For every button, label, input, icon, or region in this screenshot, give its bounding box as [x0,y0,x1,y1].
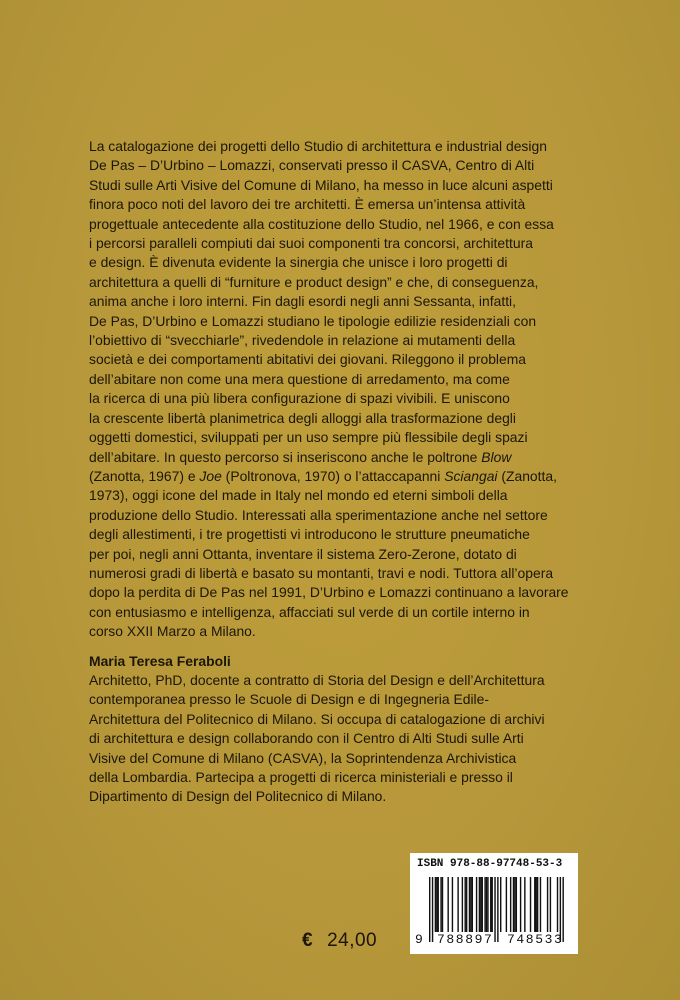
barcode-bar [435,877,436,932]
text-run: produzione dello Studio. Interessati alla sperimentazione anche nel settore [89,506,548,523]
description-line [89,195,589,214]
barcode-bar [429,877,430,942]
barcode-bar [513,877,514,932]
barcode-bar [440,877,441,932]
text-run: numerosi gradi di libertà e basato su montanti, travi e nodi. Tuttora all’opera [89,564,554,581]
description-line [89,409,589,428]
text-run: con entusiasmo e intelligenza, affacciati sul verde di un cortile interno in [89,603,530,620]
author-bio [89,671,589,807]
euro-symbol: € [302,930,314,951]
product-name: Sciangai [444,467,498,484]
description-line [89,448,589,467]
barcode-bar [462,877,463,932]
description-line [89,545,589,564]
bio-line: di architettura e design collaborando con il Centro di Alti Studi sulle Arti [89,730,524,747]
text-run: finora poco noti del lavoro dei tre architetti. È emersa un’intensa attività [89,196,526,213]
author-name: Maria Teresa Feraboli [89,653,231,669]
text-run: dell’abitare non come una mera questione di arredamento, ma come [89,370,510,387]
barcode-bar [490,877,491,932]
text-run: la crescente libertà planimetrica degli alloggi alla trasformazione degli [89,409,516,426]
barcode-bar [438,877,439,932]
text-run: anima anche i loro interni. Fin dagli esordi negli anni Sessanta, infatti, [89,293,516,310]
barcode-bar [497,877,498,942]
barcode-bar [436,877,437,932]
barcode-bar [465,877,466,932]
text-run: i percorsi paralleli compiuti dai suoi componenti tra concorsi, architettura [89,235,533,252]
description-line [89,253,589,272]
barcode-bar [486,877,487,932]
text-run: Studi sulle Arti Visive del Comune di Milano, ha messo in luce alcuni aspetti [89,176,553,193]
barcode-digits-right: 748533 [507,932,564,947]
description-line [89,467,589,486]
text-run: la ricerca di una più libera configurazione di spazi vivibili. E uniscono [89,390,510,407]
price-amount: 24,00 [327,930,378,951]
text-run: corso XXII Marzo a Milano. [89,623,256,640]
barcode-bar [472,877,473,932]
description-line [89,486,589,505]
text-run: De Pas – D’Urbino – Lomazzi, conservati presso il CASVA, Centro di Alti [89,157,535,174]
description-line [89,389,589,408]
barcode-bar [452,877,453,932]
price [302,930,377,952]
text-run: De Pas, D’Urbino e Lomazzi studiano le tipologie edilizie residenziali con [89,312,537,329]
isbn-label: ISBN 978-88-97748-53-3 [417,858,563,870]
barcode-bar [476,877,477,932]
text-run: (Zanotta, [497,467,557,484]
description-line [89,292,589,311]
description-line [89,215,589,234]
barcode-bar [510,877,511,932]
bio-line: della Lombardia. Partecipa a progetti di ricerca ministeriali e presso il [89,769,513,786]
text-run: progettuale antecedente alla costituzione dello Studio, nel 1966, e con essa [89,215,554,232]
barcode-bar [540,877,541,932]
barcode-bar [536,877,537,932]
barcode-digit-first: 9 [415,932,425,947]
barcode-bar [514,877,515,932]
barcode-bar [557,877,558,932]
description-line [89,428,589,447]
barcode-bar [479,877,480,932]
barcode-bar [520,877,521,932]
description-line [89,137,589,156]
text-run: oggetti domestici, sviluppati per un uso sempre più flessibile degli spazi [89,429,528,446]
barcode-bar [506,877,507,932]
barcode-bar [534,877,535,932]
text-run: La catalogazione dei progetti dello Studio di architettura e industrial design [89,138,547,154]
text-run: l’obiettivo di “svecchiarle”, rivedendole in relazione ai mutamenti della [89,332,516,349]
barcode-bar [524,877,525,932]
description-line [89,156,589,175]
barcode-bar [494,877,495,942]
description-line [89,583,589,602]
description-line [89,176,589,195]
text-run: dopo la perdita di De Pas nel 1991, D’Urbino e Lomazzi continuano a lavorare [89,584,569,601]
description-line [89,506,589,525]
barcode-bar [547,877,548,932]
description-line [89,370,589,389]
description-line [89,525,589,544]
barcode-bar [470,877,471,932]
bio-line: Dipartimento di Design del Politecnico di Milano. [89,788,387,805]
text-run: società e dei comportamenti abitativi dei giovani. Rileggono il problema [89,351,527,368]
barcode-bar [469,877,470,932]
barcode-bar [516,877,517,932]
barcode-bar [466,877,467,932]
barcode-bar [482,877,483,932]
description-line [89,622,589,641]
barcode-bar [484,877,485,932]
bio-line: Visive del Comune di Milano (CASVA), la Soprintendenza Archivistica [89,749,517,766]
barcode-bar [457,877,458,932]
barcode-bar [537,877,538,932]
text-run: (Zanotta, 1967) e [89,467,200,484]
barcode-bar [447,877,448,932]
description-line [89,312,589,331]
description-line [89,350,589,369]
description-line [89,564,589,583]
text-run: 1973), oggi icone del made in Italy nel mondo ed eterni simboli della [89,487,508,504]
text-run: e design. È divenuta evidente la sinergia che unisce i loro progetti di [89,254,508,271]
barcode-bar [487,877,488,932]
description-line [89,331,589,350]
product-name: Blow [481,448,512,465]
bio-line: contemporanea presso le Scuole di Design e di Ingegneria Edile- [89,691,489,708]
bio-line: Architettura del Politecnico di Milano. Si occupa di catalogazione di archivi [89,710,545,727]
barcode-bar [530,877,531,932]
barcode-bar [491,877,492,932]
barcode-bar [550,877,551,932]
text-run: (Poltronova, 1970) o l’attaccapanni [221,467,445,484]
bio-line: Architetto, PhD, docente a contratto di Storia del Design e dell’Architettura [89,672,545,688]
description-line [89,234,589,253]
barcode [410,853,578,954]
product-name: Joe [199,467,222,484]
barcode-bar [432,877,433,942]
description-line [89,603,589,622]
text-run: per poi, negli anni Ottanta, inventare il sistema Zero-Zerone, dotato di [89,545,517,562]
barcode-bar [480,877,481,932]
barcode-bar [442,877,443,932]
text-run: architettura a quelli di “furniture e product design” e che, di conseguenza, [89,273,539,290]
barcode-bar [500,877,501,932]
text-run: degli allestimenti, i tre progettisti vi introducono le strutture pneumatiche [89,526,530,543]
description-line [89,273,589,292]
barcode-digits-left: 788897 [437,932,494,947]
text-run: dell’abitare. In questo percorso si inseriscono anche le poltrone [89,448,482,465]
description-text [89,137,589,642]
